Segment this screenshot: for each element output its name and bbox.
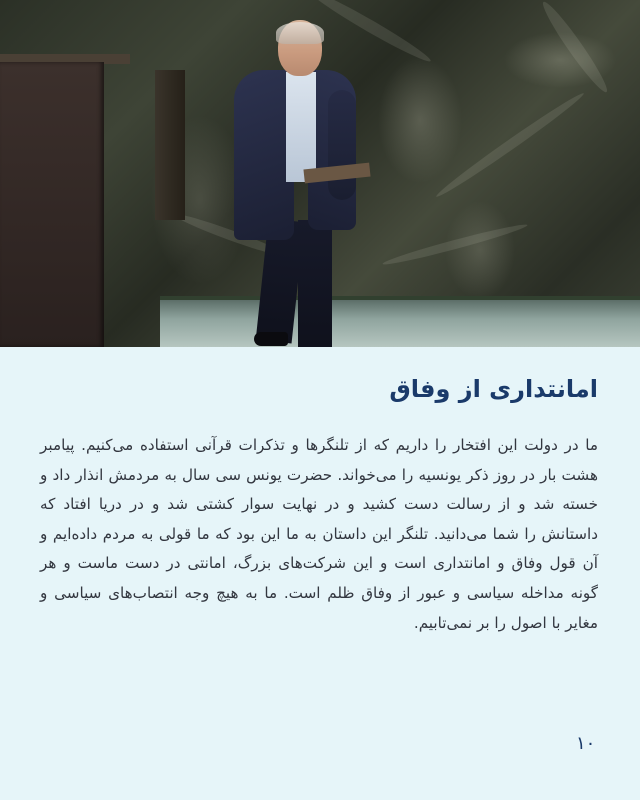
speaker-figure [228, 20, 368, 347]
article-content [0, 347, 640, 800]
marble-vein [538, 0, 613, 96]
wooden-panel [0, 62, 104, 347]
hair [276, 22, 324, 44]
speaker-photo [0, 0, 640, 347]
marble-vein [381, 221, 528, 269]
arm [328, 90, 356, 200]
page-number: ۱۰ [576, 733, 596, 754]
side-panel [155, 70, 185, 220]
shoe [254, 332, 288, 346]
leg [298, 220, 332, 347]
article-body: ما در دولت این افتخار را داریم که از تلنگرها و تذکرات قرآنی استفاده می‌کنیم. پیامبر هشت بار در روز ذکر یونسیه را می‌خواند. حضرت یونس سی سال به مردمش انذار داد و خسته شد و از رسالت دست کشید و در نهایت سوار کشتی شد و در دریا افتاد که داستانش را شما می‌دانید. تلنگر این داستان به ما این بود که ما قولی به مردم داده‌ایم و آن قول وفاق و امانتداری است و این شرکت‌های بزرگ، امانتی در دست ماست و هر گونه مداخله سیاسی و عبور از وفاق ظلم است. ما به هیچ وجه انتصاب‌های سیاسی و مغایر با اصول را بر نمی‌تابیم. [40, 436, 598, 632]
article-title: امانتداری از وفاق [389, 375, 598, 403]
jacket [234, 70, 294, 240]
shirt [286, 72, 316, 182]
marble-vein [433, 89, 586, 200]
